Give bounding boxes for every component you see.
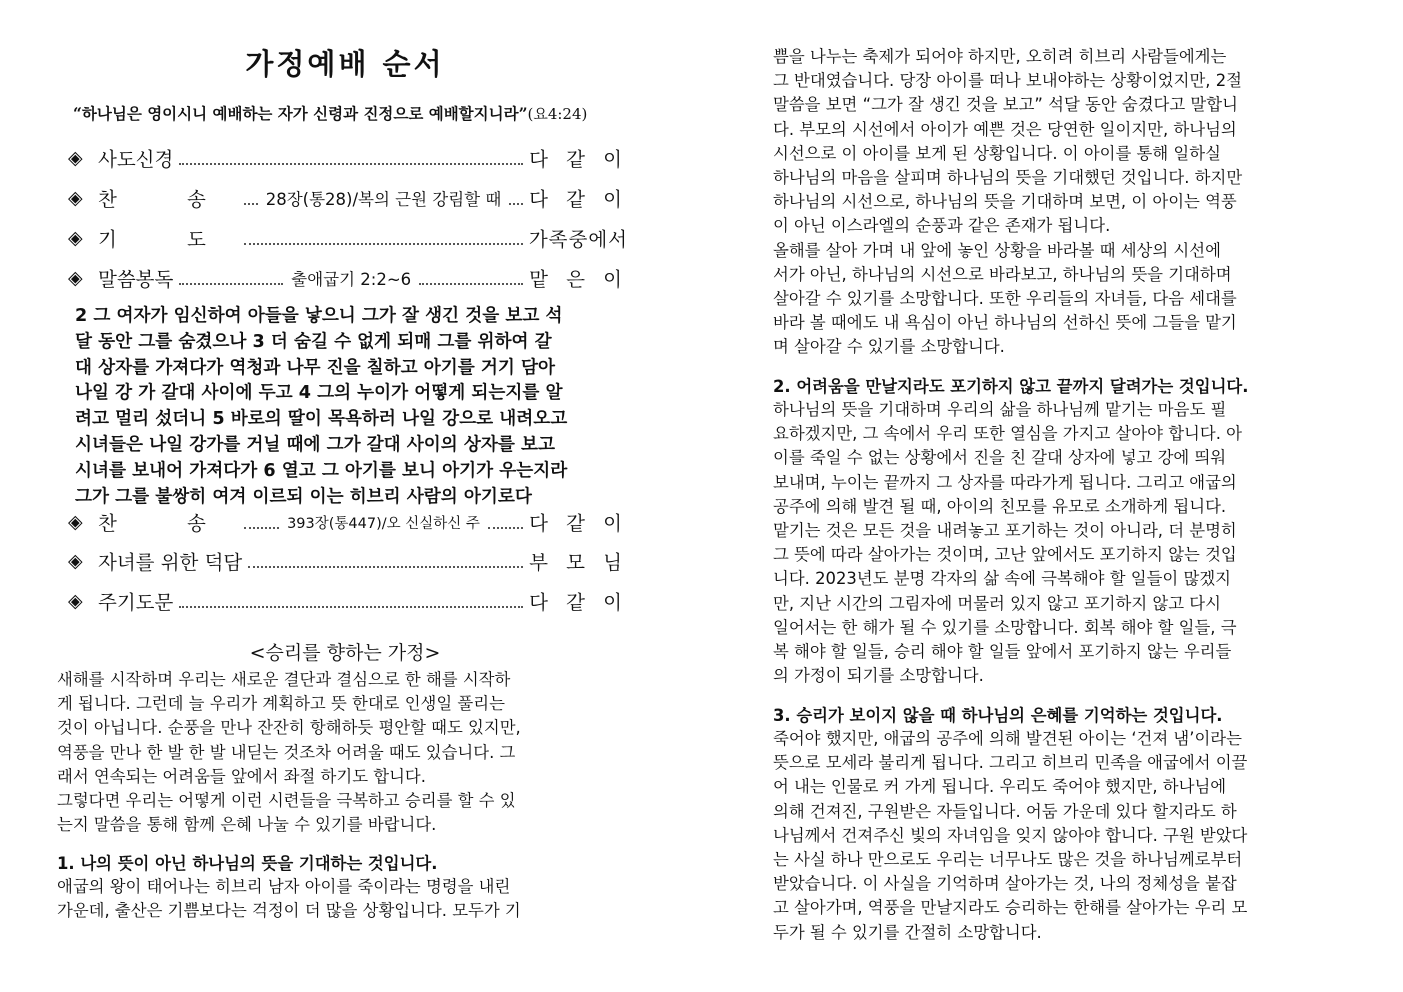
text-line: 공주에 의해 발견 될 때, 아이의 친모를 유모로 소개하게 됩니다. <box>773 496 1227 516</box>
point-2-heading: 2. 어려움을 만날지라도 포기하지 않고 끝까지 달려가는 것입니다. <box>773 377 1249 396</box>
scripture-line: 시녀를 보내어 가져다가 6 열고 그 아기를 보니 아기가 우는지라 <box>75 460 568 481</box>
text-line: 의 가정이 되기를 소망합니다. <box>773 666 984 686</box>
theme-verse-text: “하나님은 영이시니 예배하는 자가 신령과 진정으로 예배할지니라” <box>73 104 528 123</box>
text-line: 살아갈 수 있기를 소망합니다. 또한 우리들의 자녀들, 다음 세대를 <box>773 289 1237 309</box>
order-label: 기 도 <box>98 228 238 251</box>
leader-dots <box>244 203 258 205</box>
text-line: 맡기는 것은 모든 것을 내려놓고 포기하는 것이 아니라, 더 분명히 <box>773 521 1237 541</box>
scripture-line: 달 동안 그를 숨겼으나 3 더 숨길 수 없게 되매 그를 위하여 갈 <box>75 331 552 352</box>
text-line: 며 살아갈 수 있기를 소망합니다. <box>773 337 1005 357</box>
page-title: 가정예배 순서 <box>245 47 445 81</box>
text-line: 그렇다면 우리는 어떻게 이런 시련들을 극복하고 승리를 할 수 있 <box>57 791 516 811</box>
text-line: 하나님의 마음을 살피며 하나님의 뜻을 기대했던 것입니다. 하지만 <box>773 168 1243 188</box>
text-line: 두가 될 수 있기를 간절히 소망합니다. <box>773 922 1042 942</box>
point-3-body <box>773 727 1349 945</box>
text-line: 그 반대였습니다. 당장 아이를 떠나 보내야하는 상황이었지만, 2절 <box>773 71 1242 91</box>
text-line: 어 내는 인물로 커 가게 됩니다. 우리도 죽어야 했지만, 하나님에 <box>773 777 1227 797</box>
order-who: 다 같 이 <box>529 591 628 614</box>
leader-dots <box>509 203 523 205</box>
text-line: 새해를 시작하며 우리는 새로운 결단과 결심으로 한 해를 시작하 <box>57 670 511 689</box>
text-line: 는지 말씀을 통해 함께 은혜 나눌 수 있기를 바랍니다. <box>57 815 437 835</box>
leader-dots <box>244 527 279 529</box>
text-line: 나님께서 건져주신 빛의 자녀임을 잊지 않아야 합니다. 구원 받았다 <box>773 825 1248 845</box>
leader-dots <box>179 606 523 608</box>
text-line: 쁨을 나누는 축제가 되어야 하지만, 오히려 히브리 사람들에게는 <box>773 47 1227 66</box>
order-detail: 28장(통28)/복의 근원 강림할 때 <box>265 190 502 209</box>
text-line: 이를 죽일 수 없는 상황에서 진을 친 갈대 상자에 넣고 강에 띄워 <box>773 448 1227 468</box>
text-line: 보내며, 누이는 끝까지 그 상자를 따라가게 됩니다. 그리고 애굽의 <box>773 472 1237 492</box>
text-line: 그 뜻에 따라 살아가는 것이며, 고난 앞에서도 포기하지 않는 것입 <box>773 545 1237 565</box>
scripture-passage <box>75 304 630 510</box>
text-line: 이 아닌 이스라엘의 순풍과 같은 존재가 됩니다. <box>773 216 1111 236</box>
diamond-bullet-icon: ◈ <box>68 590 83 612</box>
text-line: 일어서는 한 해가 될 수 있기를 소망합니다. 회복 해야 할 일들, 극 <box>773 617 1237 637</box>
order-item-lords-prayer <box>68 586 628 616</box>
order-item-hymn-1 <box>68 183 628 213</box>
sermon-intro <box>57 668 635 837</box>
text-line: 말씀을 보면 “그가 잘 생긴 것을 보고” 석달 동안 숨겼다고 말합니 <box>773 95 1238 115</box>
text-line: 뜻으로 모세라 불리게 됩니다. 그리고 히브리 민족을 애굽에서 이끌 <box>773 753 1248 773</box>
order-detail: 393장(통447)/오 신실하신 주 <box>287 515 480 532</box>
text-line: 하나님의 뜻을 기대하며 우리의 삶을 하나님께 맡기는 마음도 필 <box>773 400 1227 419</box>
order-label: 주기도문 <box>98 591 174 614</box>
scripture-line: 나일 강 가 갈대 사이에 두고 4 그의 누이가 어떻게 되는지를 알 <box>75 383 563 404</box>
scripture-line: 2 그 여자가 임신하여 아들을 낳으니 그가 잘 생긴 것을 보고 석 <box>75 306 563 326</box>
order-label: 찬 송 <box>98 188 238 211</box>
order-item-reading <box>68 263 628 293</box>
order-who: 가족중에서 <box>528 228 628 251</box>
scripture-line: 그가 그를 불쌍히 여겨 이르되 이는 히브리 사람의 아기로다 <box>75 486 532 507</box>
text-line: 래서 연속되는 어려움들 앞에서 좌절 하기도 합니다. <box>57 766 426 786</box>
leader-dots <box>488 527 523 529</box>
theme-verse-ref: (요4:24) <box>527 105 588 123</box>
order-item-blessing <box>68 546 628 576</box>
text-line: 시선으로 이 아이를 보게 된 상황입니다. 이 아이를 통해 일하실 <box>773 143 1221 163</box>
scripture-line: 대 상자를 가져다가 역청과 나무 진을 칠하고 아기를 거기 담아 <box>75 357 556 378</box>
text-line: 다. 부모의 시선에서 아이가 예쁜 것은 당연한 일이지만, 하나님의 <box>773 119 1237 139</box>
point-1-body-continued <box>773 45 1349 360</box>
text-line: 만, 지난 시간의 그림자에 머물러 있지 않고 포기하지 않고 다시 <box>773 593 1221 613</box>
point-3-heading: 3. 승리가 보이지 않을 때 하나님의 은혜를 기억하는 것입니다. <box>773 706 1223 725</box>
point-1-body-start <box>57 875 635 923</box>
text-line: 바라 볼 때에도 내 욕심이 아닌 하나님의 선하신 뜻에 그들을 맡기 <box>773 313 1237 333</box>
theme-verse <box>73 102 587 124</box>
diamond-bullet-icon: ◈ <box>68 267 83 289</box>
text-line: 올해를 살아 가며 내 앞에 놓인 상황을 바라볼 때 세상의 시선에 <box>773 240 1221 260</box>
diamond-bullet-icon: ◈ <box>68 227 83 249</box>
point-2-body <box>773 398 1349 688</box>
scripture-line: 시녀들은 나일 강가를 거닐 때에 그가 갈대 사이의 상자를 보고 <box>75 434 556 455</box>
diamond-bullet-icon: ◈ <box>68 511 83 533</box>
text-line: 역풍을 만나 한 발 한 발 내딛는 것조차 어려울 때도 있습니다. 그 <box>57 742 516 762</box>
order-who: 부 모 님 <box>529 551 628 574</box>
order-who: 다 같 이 <box>529 512 628 535</box>
order-label: 사도신경 <box>98 148 174 171</box>
sermon-title: <승리를 향하는 가정> <box>249 642 441 664</box>
order-who: 맡 은 이 <box>529 268 629 291</box>
leader-dots <box>419 283 523 285</box>
leader-dots <box>179 283 283 285</box>
leader-dots <box>244 243 523 245</box>
text-line: 게 됩니다. 그런데 늘 우리가 계획하고 뜻 한대로 인생일 풀리는 <box>57 694 505 714</box>
text-line: 서가 아닌, 하나님의 시선으로 바라보고, 하나님의 뜻을 기대하며 <box>773 264 1232 284</box>
order-item-hymn-2 <box>68 507 628 537</box>
order-item-prayer <box>68 223 628 253</box>
order-who: 다 같 이 <box>529 148 628 171</box>
text-line: 의해 건져진, 구원받은 자들입니다. 어둠 가운데 있다 할지라도 하 <box>773 801 1237 821</box>
text-line: 요하겠지만, 그 속에서 우리 또한 열심을 가지고 살아야 합니다. 아 <box>773 424 1242 444</box>
diamond-bullet-icon: ◈ <box>68 550 83 572</box>
diamond-bullet-icon: ◈ <box>68 147 83 169</box>
text-line: 가운데, 출산은 기쁨보다는 걱정이 더 많을 상황입니다. 모두가 기 <box>57 901 521 921</box>
order-item-creed <box>68 143 628 173</box>
order-label: 말씀봉독 <box>98 268 174 291</box>
scripture-line: 려고 멀리 섰더니 5 바로의 딸이 목욕하러 나일 강으로 내려오고 <box>75 409 568 430</box>
point-1-heading: 1. 나의 뜻이 아닌 하나님의 뜻을 기대하는 것입니다. <box>57 854 438 873</box>
text-line: 복 해야 할 일들, 승리 해야 할 일들 앞에서 포기하지 않는 우리들 <box>773 642 1232 662</box>
text-line: 죽어야 했지만, 애굽의 공주에 의해 발견된 아이는 ‘건져 냄’이라는 <box>773 729 1242 748</box>
leader-dots <box>248 566 523 568</box>
order-who: 다 같 이 <box>529 188 629 211</box>
text-line: 하나님의 시선으로, 하나님의 뜻을 기대하며 보면, 이 아이는 역풍 <box>773 192 1237 212</box>
order-detail: 출애굽기 2:2~6 <box>291 270 412 289</box>
diamond-bullet-icon: ◈ <box>68 187 83 209</box>
leader-dots <box>179 163 523 165</box>
text-line: 고 살아가며, 역풍을 만날지라도 승리하는 한해를 살아가는 우리 모 <box>773 898 1248 918</box>
order-label: 찬 송 <box>98 512 238 535</box>
text-line: 는 사실 하나 만으로도 우리는 너무나도 많은 것을 하나님께로부터 <box>773 850 1243 870</box>
text-line: 것이 아닙니다. 순풍을 만나 잔잔히 항해하듯 평안할 때도 있지만, <box>57 718 521 738</box>
text-line: 받았습니다. 이 사실을 기억하며 살아가는 것, 나의 정체성을 붙잡 <box>773 874 1237 894</box>
text-line: 애굽의 왕이 태어나는 히브리 남자 아이를 죽이라는 명령을 내린 <box>57 877 511 896</box>
order-label: 자녀를 위한 덕담 <box>98 551 243 574</box>
text-line: 니다. 2023년도 분명 각자의 삶 속에 극복해야 할 일들이 많겠지 <box>773 569 1231 589</box>
